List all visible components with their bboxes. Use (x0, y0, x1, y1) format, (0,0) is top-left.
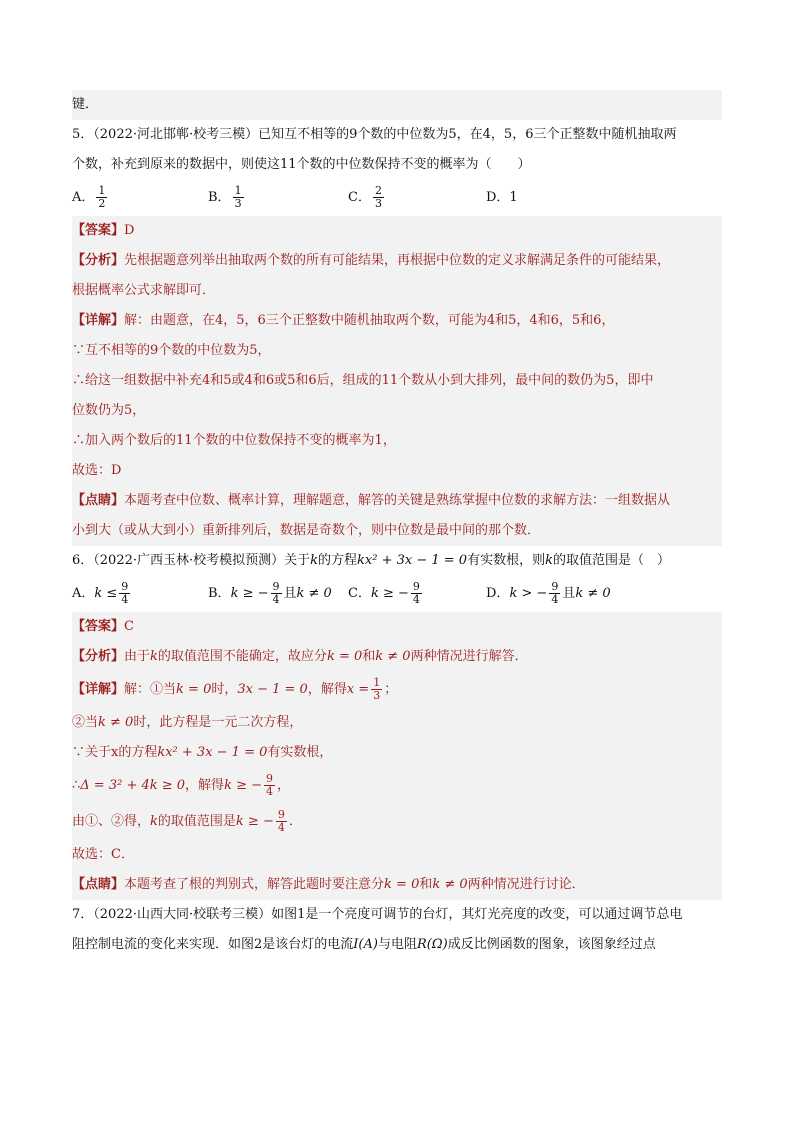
q5-option-a[interactable]: A． $\frac{1}{2}$ (72, 184, 106, 210)
q6-option-d[interactable]: D．k > − $\frac{9}{4}$ 且k ≠ 0 (486, 580, 611, 606)
fraction: $\frac{1}{3}$ (373, 676, 381, 702)
q6-option-c[interactable]: C．k ≥ − $\frac{9}{4}$ (348, 580, 420, 606)
q5-options (72, 180, 722, 216)
q5-option-c[interactable]: C． $\frac{2}{3}$ (348, 184, 382, 210)
q5-detail-1: 【详解】解：由题意，在4，5，6三个正整数中随机抽取两个数，可能为4和5，4和6，5和6， (72, 313, 615, 328)
q6-analysis: 【分析】由于k的取值范围不能确定，故应分k = 0和k ≠ 0两种情况进行解答． (72, 649, 528, 664)
prev-question-tail: 键． (72, 90, 722, 120)
q6-detail-3: ∵关于x的方程kx² + 3x − 1 = 0有实数根， (72, 745, 333, 760)
fraction: $\frac{9}{4}$ (121, 580, 129, 606)
q5-option-d[interactable]: D．1 (486, 190, 518, 205)
q5-answer: 【答案】D (72, 223, 135, 238)
q6-solution-block (72, 612, 722, 900)
q6-detail-1: 【详解】解：①当k = 0时，3x − 1 = 0，解得x = $\frac{1}{3}$ ； (72, 676, 398, 702)
q7-stem-line-1: 7．（2022·山西大同·校联考三模）如图1是一个亮度可调节的台灯，其灯光亮度的改变，可以通过调节总电 (72, 907, 683, 922)
q5-stem-line-2: 个数，补充到原来的数据中，则使这11个数的中位数保持不变的概率为（ ） (72, 157, 531, 172)
q5-option-b[interactable]: B． $\frac{1}{3}$ (208, 184, 242, 210)
fraction: $\frac{2}{3}$ (374, 184, 382, 210)
document-page (72, 90, 722, 960)
q6-detail-2: ②当k ≠ 0时，此方程是一元二次方程， (72, 715, 303, 730)
q5-detail-4: 位数仍为5， (72, 403, 146, 418)
q5-comment-1: 【点睛】本题考查中位数、概率计算，理解题意，解答的关键是熟练掌握中位数的求解方法：一组数据从 (72, 493, 671, 508)
q6-option-a[interactable]: A．k ≤ $\frac{9}{4}$ (72, 580, 129, 606)
fraction: $\frac{1}{2}$ (98, 184, 106, 210)
q5-stem-line-1: 5．（2022·河北邯郸·校考三模）已知互不相等的9个数的中位数为5，在4，5，6三个正整数中随机抽取两 (72, 127, 677, 142)
fraction: $\frac{9}{4}$ (277, 808, 285, 834)
q6-option-b[interactable]: B．k ≥ − $\frac{9}{4}$ 且k ≠ 0 (208, 580, 332, 606)
q5-comment-2: 小到大（或从大到小）重新排列后，数据是奇数个，则中位数是最中间的那个数． (72, 523, 541, 538)
q7-stem-line-2: 阻控制电流的变化来实现．如图2是该台灯的电流I(A)与电阻R(Ω)成反比例函数的图象，该图象经过点 (72, 937, 656, 952)
q6-detail-4: ∴Δ = 3² + 4k ≥ 0，解得k ≥ − $\frac{9}{4}$ ， (72, 772, 291, 798)
q5-analysis-1: 【分析】先根据题意列举出抽取两个数的所有可能结果，再根据中位数的定义求解满足条件的可能结果， (72, 253, 671, 268)
q5-analysis-2: 根据概率公式求解即可． (72, 283, 216, 298)
fraction: $\frac{9}{4}$ (412, 580, 420, 606)
fraction: $\frac{1}{3}$ (234, 184, 242, 210)
q6-detail-6: 故选：C． (72, 847, 134, 862)
q6-answer: 【答案】C (72, 619, 134, 634)
q6-options (72, 576, 722, 612)
q5-detail-6: 故选：D (72, 463, 122, 478)
q6-stem: 6．（2022·广西玉林·校考模拟预测）关于k的方程kx² + 3x − 1 = 0有实数根，则k的取值范围是（ ） (72, 553, 670, 568)
q5-solution-block (72, 216, 722, 546)
q5-detail-5: ∴加入两个数后的11个数的中位数保持不变的概率为1， (72, 433, 396, 448)
q5-detail-3: ∴给这一组数据中补充4和5或4和6或5和6后，组成的11个数从小到大排列，最中间的数仍为5，即中 (72, 373, 654, 388)
fraction: $\frac{9}{4}$ (272, 580, 280, 606)
fraction: $\frac{9}{4}$ (266, 772, 273, 798)
q5-detail-2: ∵互不相等的9个数的中位数为5， (72, 343, 271, 358)
q6-comment: 【点睛】本题考查了根的判别式，解答此题时要注意分k = 0和k ≠ 0两种情况进行讨论． (72, 877, 585, 892)
fraction: $\frac{9}{4}$ (551, 580, 559, 606)
q6-detail-5: 由①、②得，k的取值范围是k ≥ − $\frac{9}{4}$ ． (72, 808, 302, 834)
